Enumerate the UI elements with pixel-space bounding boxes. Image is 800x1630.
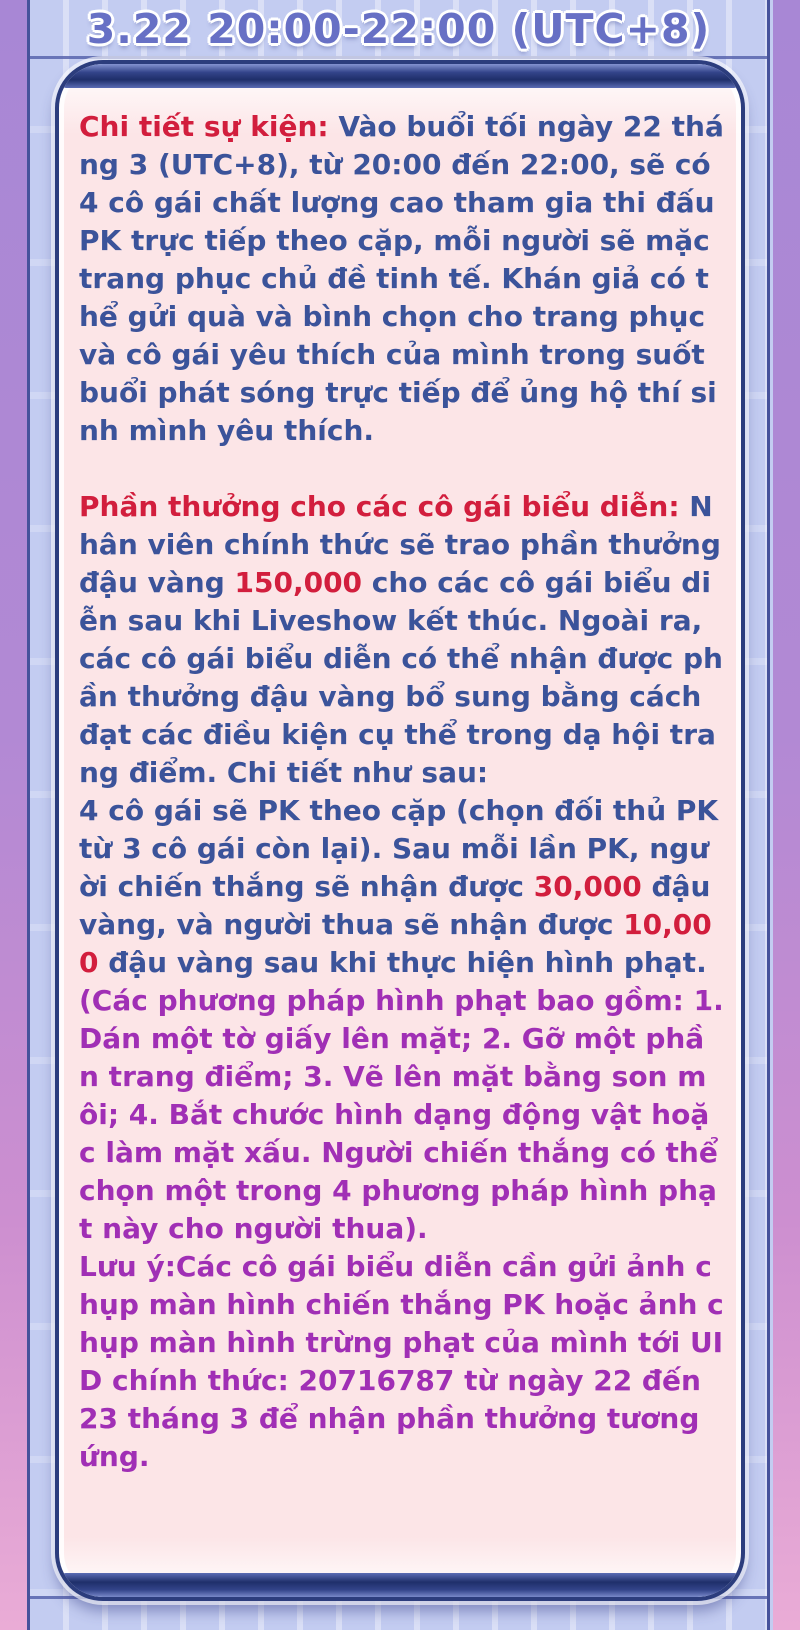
text-segment: 30,000 <box>533 870 642 903</box>
frame-line-right <box>767 0 770 1630</box>
text-segment: 150,000 <box>234 566 363 599</box>
text-segment: Vào buổi tối ngày 22 tháng 3 (UTC+8), từ 20:00 đến 22:00, sẽ có 4 cô gái chất lượng cao tham gia thi đấu PK trực tiếp theo cặp, mỗi người sẽ mặc trang phục chủ đề tinh tế. Khán giả có thể gửi quà và bình chọn cho trang phục và cô gái yêu thích của mình trong suốt buổi phát sóng trực tiếp để ủng hộ thí sinh mình yêu thích. <box>79 110 724 447</box>
event-text <box>59 92 741 1569</box>
event-schedule-title: 3.22 20:00-22:00 (UTC+8) <box>86 5 711 53</box>
text-segment: cho các cô gái biểu diễn sau khi Liveshow kết thúc. Ngoài ra, các cô gái biểu diễn có thể nhận được phần thưởng đậu vàng bổ sung bằng cách đạt các điều kiện cụ thể trong dạ hội trang điểm. Chi tiết như sau: <box>79 566 723 789</box>
text-segment: Chi tiết sự kiện: <box>79 110 339 143</box>
text-segment: đậu vàng, và người thua sẽ nhận được <box>79 870 711 941</box>
event-detail-card <box>55 60 745 1601</box>
paragraph <box>79 488 724 792</box>
text-segment: (Các phương pháp hình phạt bao gồm: 1. Dán một tờ giấy lên mặt; 2. Gỡ một phần trang điểm; 3. Vẽ lên mặt bằng son môi; 4. Bắt chước hình dạng động vật hoặc làm mặt xấu. Người chiến thắng có thể chọn một trong 4 phương pháp hình phạt này cho người thua). <box>79 984 724 1245</box>
paragraph <box>79 108 724 450</box>
side-strip-left <box>0 0 27 1630</box>
text-segment: Nhân viên chính thức sẽ trao phần thưởng đậu vàng <box>79 490 721 599</box>
card-bottom-border <box>57 1573 743 1599</box>
text-segment: 4 cô gái sẽ PK theo cặp (chọn đối thủ PK từ 3 cô gái còn lại). Sau mỗi lần PK, người chiến thắng sẽ nhận được <box>79 794 719 903</box>
header-divider <box>30 56 767 59</box>
text-segment: 10,000 <box>79 908 712 979</box>
paragraph <box>79 792 724 1248</box>
side-strip-right <box>773 0 800 1630</box>
card-top-border <box>57 62 743 88</box>
text-segment: Lưu ý:Các cô gái biểu diễn cần gửi ảnh chụp màn hình chiến thắng PK hoặc ảnh chụp màn hình trừng phạt của mình tới UID chính thức: 20716787 từ ngày 22 đến 23 tháng 3 để nhận phần thưởng tương ứng. <box>79 1250 724 1473</box>
text-segment: Phần thưởng cho các cô gái biểu diễn: <box>79 490 690 523</box>
paragraph <box>79 1248 724 1476</box>
text-segment: đậu vàng sau khi thực hiện hình phạt. <box>98 946 707 979</box>
frame-line-left <box>27 0 30 1630</box>
